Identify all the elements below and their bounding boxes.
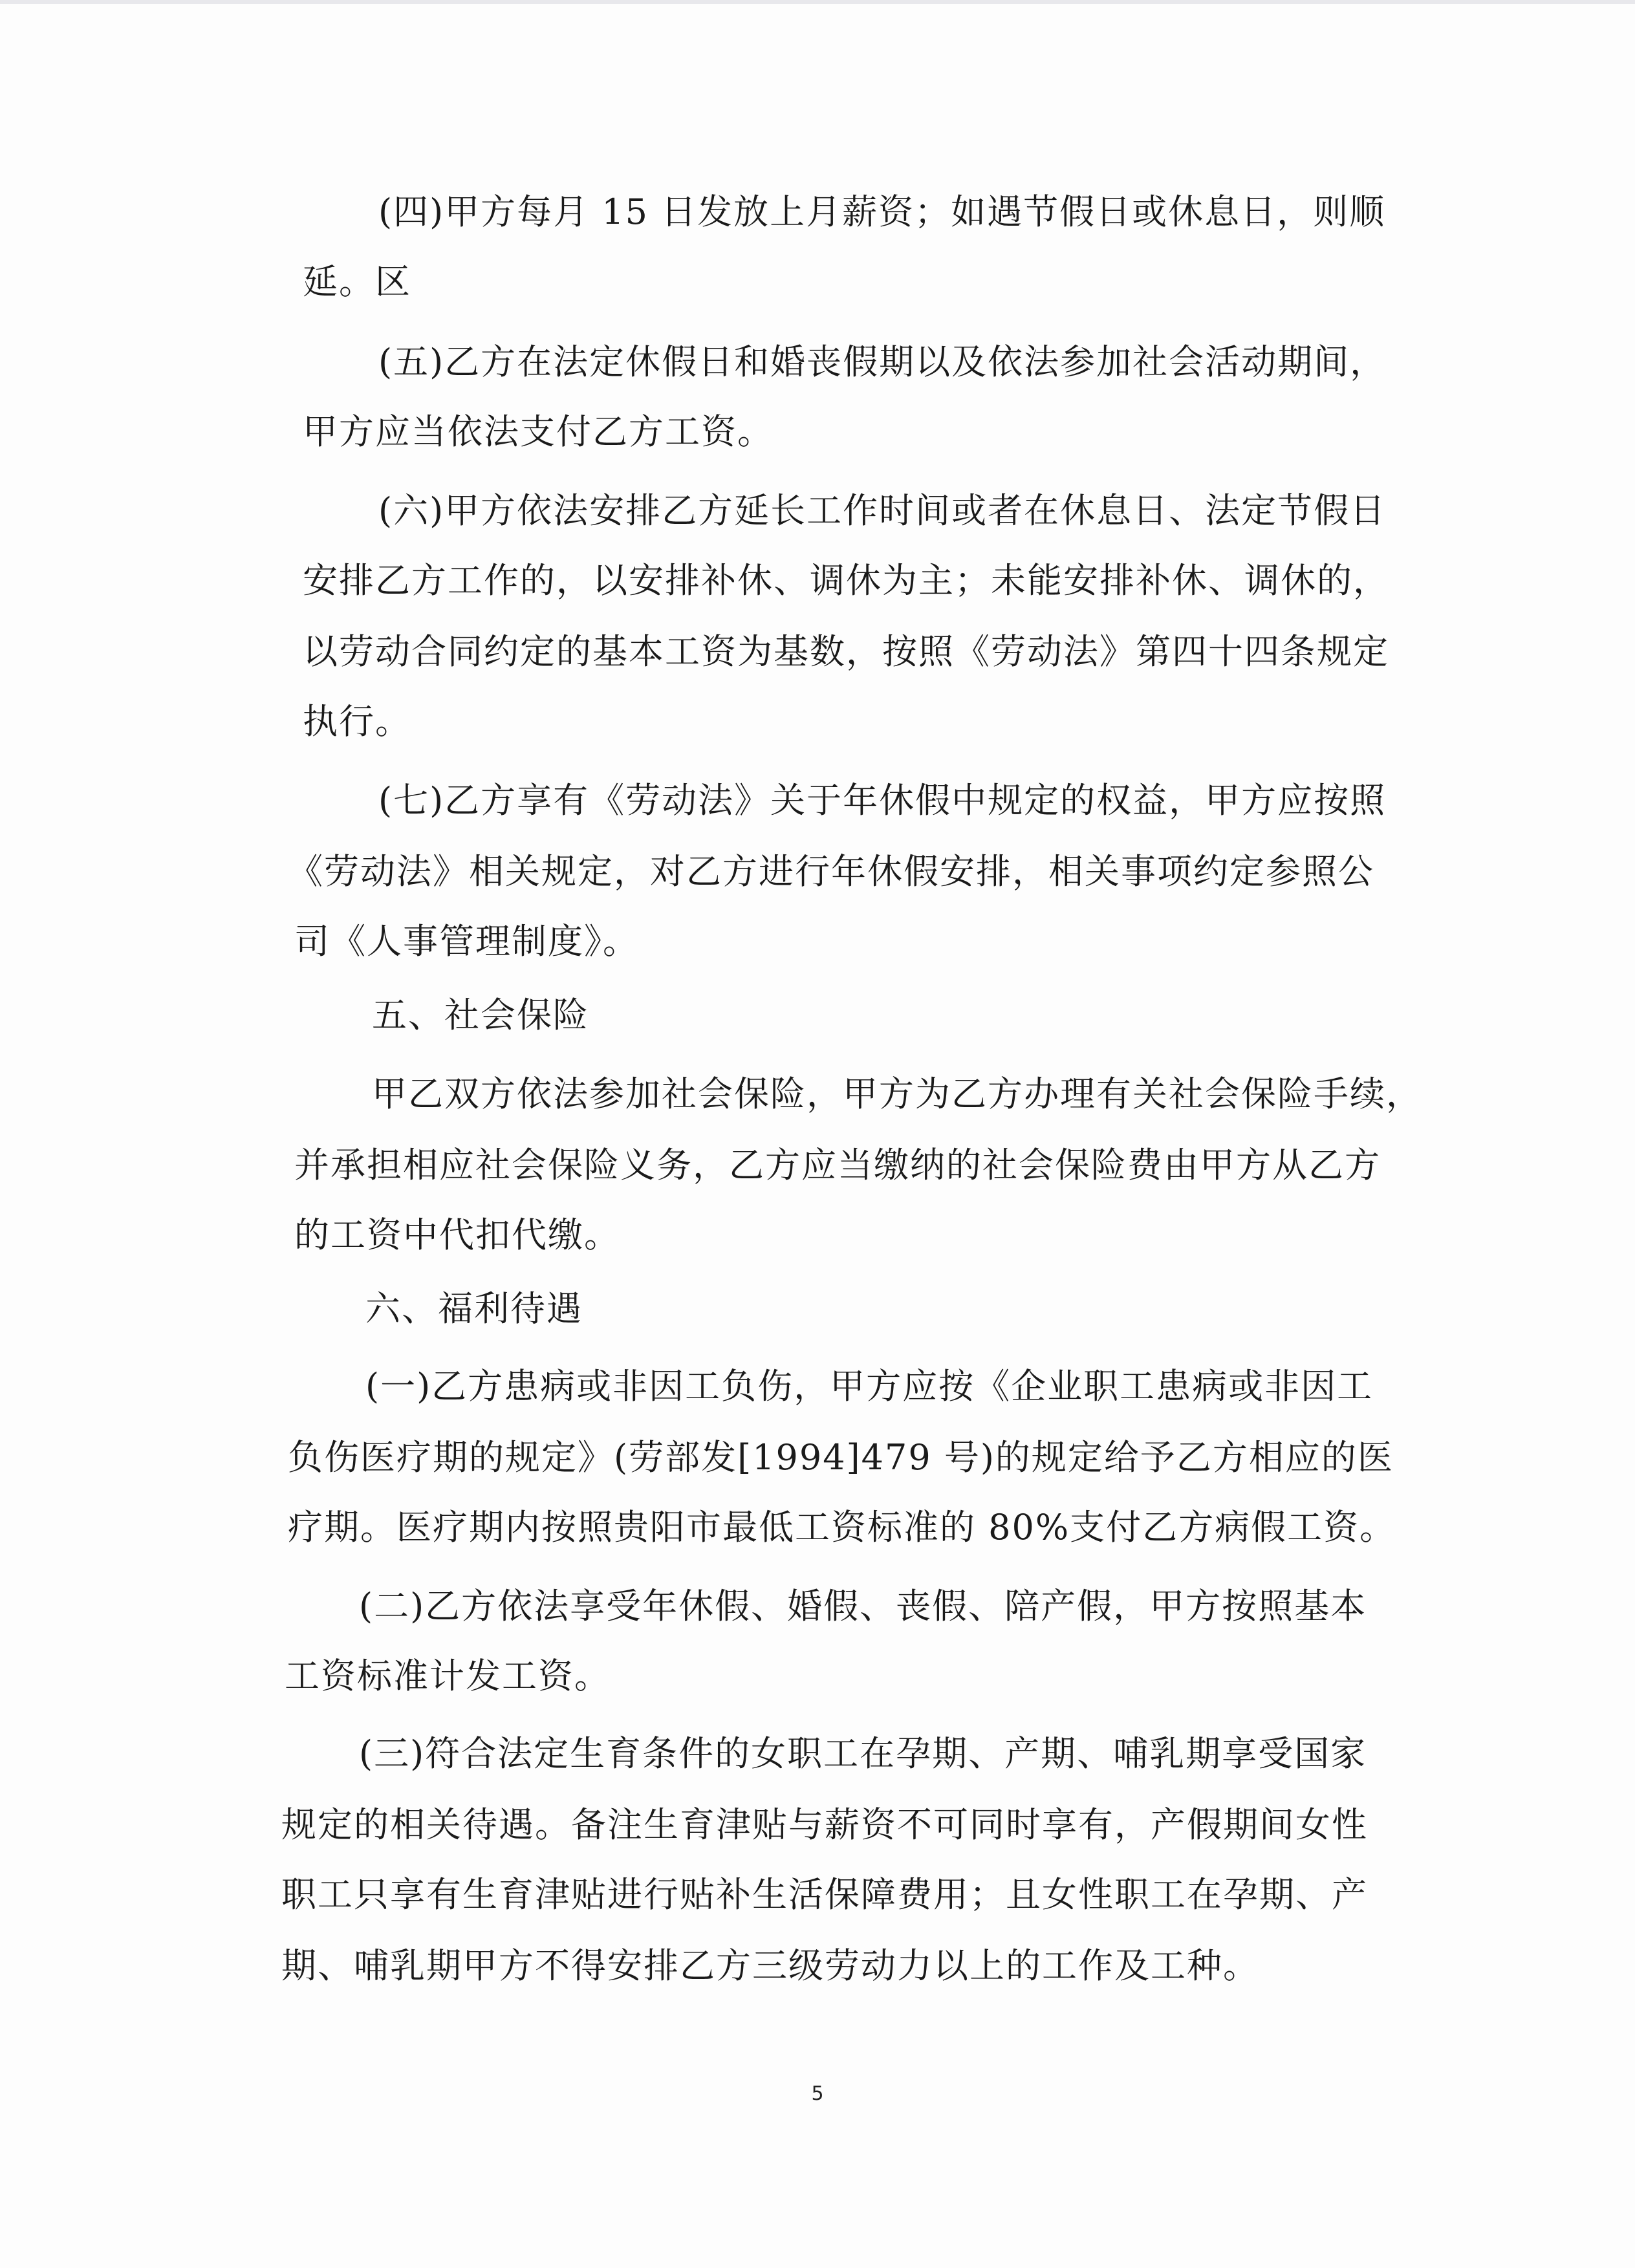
paragraph-4-5-line-1: (五)乙方在法定休假日和婚丧假期以及依法参加社会活动期间， [378, 341, 1387, 382]
paragraph-6-1-line-3: 疗期。医疗期内按照贵阳市最低工资标准的 80%支付乙方病假工资。 [288, 1507, 1396, 1548]
paragraph-6-1-line-1: (一)乙方患病或非因工负伤，甲方应按《企业职工患病或非因工 [365, 1366, 1374, 1407]
paragraph-6-3-line-1: (三)符合法定生育条件的女职工在孕期、产期、哺乳期享受国家 [359, 1733, 1367, 1774]
paragraph-5-line-3: 的工资中代扣代缴。 [294, 1215, 620, 1255]
paragraph-4-7-line-1: (七)乙方享有《劳动法》关于年休假中规定的权益，甲方应按照 [378, 780, 1387, 821]
paragraph-6-2-line-1: (二)乙方依法享受年休假、婚假、丧假、陪产假，甲方按照基本 [359, 1586, 1367, 1626]
paragraph-4-6-line-1: (六)甲方依法安排乙方延长工作时间或者在休息日、法定节假日 [378, 490, 1387, 531]
paragraph-4-7-line-2: 《劳动法》相关规定，对乙方进行年休假安排，相关事项约定参照公 [288, 851, 1374, 892]
scan-edge [0, 0, 1635, 4]
paragraph-6-2-line-2: 工资标准计发工资。 [285, 1656, 611, 1696]
section-5-heading: 五、社会保险 [372, 995, 589, 1035]
paragraph-4-6-line-3: 以劳动合同约定的基本工资为基数，按照《劳动法》第四十四条规定 [303, 631, 1389, 672]
paragraph-4-5-line-2: 甲方应当依法支付乙方工资。 [303, 411, 774, 452]
paragraph-6-3-line-4: 期、哺乳期甲方不得安排乙方三级劳动力以上的工作及工种。 [281, 1945, 1259, 1986]
paragraph-5-line-2: 并承担相应社会保险义务，乙方应当缴纳的社会保险费由甲方从乙方 [294, 1145, 1381, 1185]
paragraph-4-4-line-1: (四)甲方每月 15 日发放上月薪资；如遇节假日或休息日，则顺 [378, 191, 1386, 232]
section-6-heading: 六、福利待遇 [365, 1288, 583, 1329]
paragraph-4-7-line-3: 司《人事管理制度》。 [294, 921, 639, 962]
paragraph-6-3-line-2: 规定的相关待遇。备注生育津贴与薪资不可同时享有，产假期间女性 [281, 1804, 1368, 1845]
paragraph-6-3-line-3: 职工只享有生育津贴进行贴补生活保障费用；且女性职工在孕期、产 [281, 1874, 1368, 1915]
paragraph-6-1-line-2: 负伤医疗期的规定》(劳部发[1994]479 号)的规定给予乙方相应的医 [288, 1437, 1394, 1478]
paragraph-4-4-line-2: 延。区 [303, 261, 411, 302]
paragraph-5-line-1: 甲乙双方依法参加社会保险，甲方为乙方办理有关社会保险手续， [372, 1074, 1422, 1114]
paragraph-4-6-line-4: 执行。 [303, 701, 411, 742]
paragraph-4-6-line-2: 安排乙方工作的，以安排补休、调休为主；未能安排补休、调休的， [303, 560, 1389, 601]
page-number: 5 [811, 2082, 824, 2105]
